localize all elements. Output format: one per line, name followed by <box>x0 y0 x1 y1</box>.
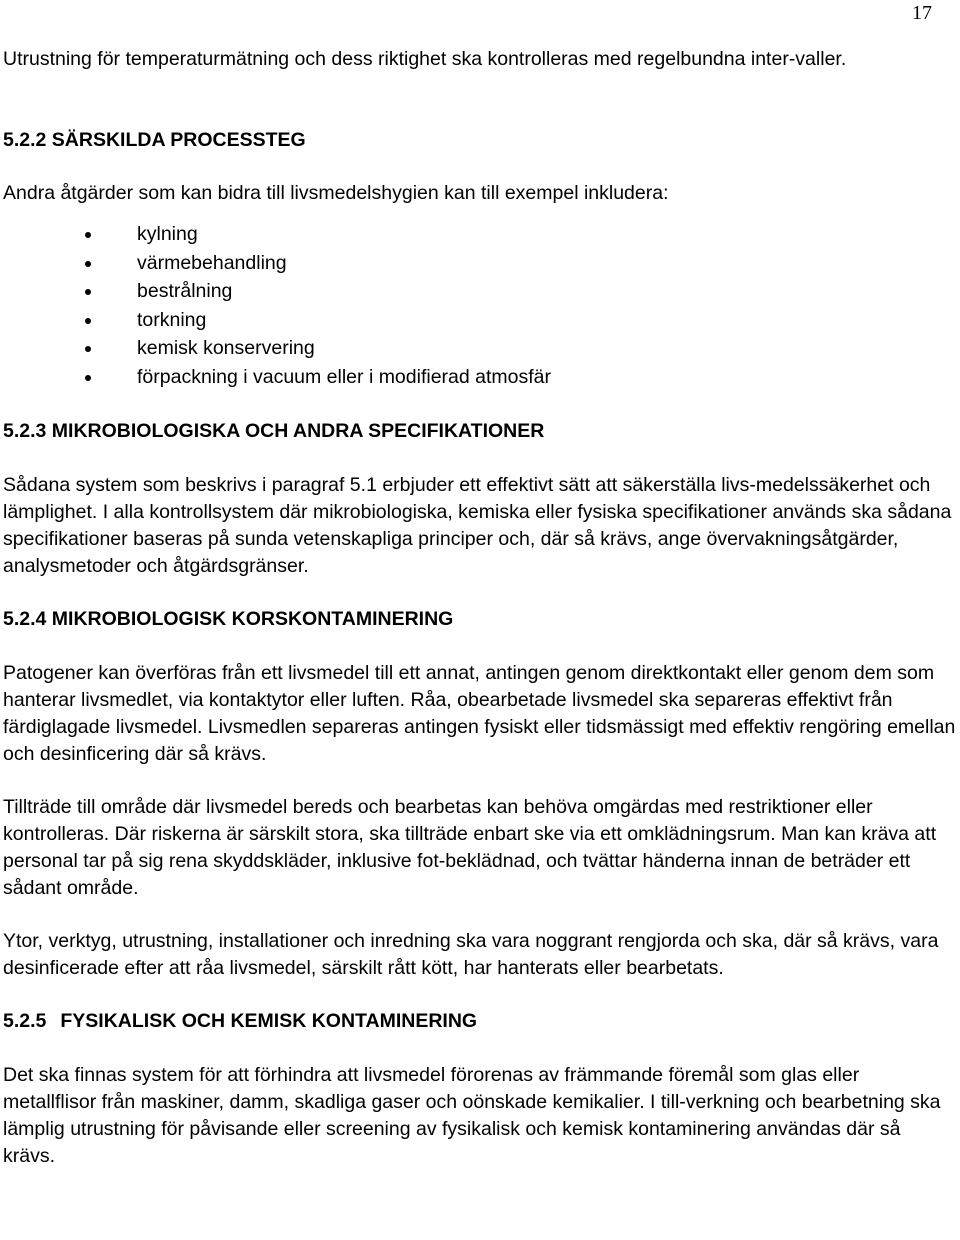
process-steps-list <box>3 220 957 391</box>
list-item <box>3 306 957 335</box>
section-5-2-3-paragraph: Sådana system som beskrivs i paragraf 5.1 erbjuder ett effektivt sätt att säkerställa livs-medelssäkerhet och lämplighet. I alla kontrollsystem där mikrobiologiska, kemiska eller fysiska specifikationer används ska sådana specifikationer baseras på sunda vetenskapliga principer och, där så krävs, ange övervakningsåtgärder, analysmetoder och åtgärdsgränser. <box>3 474 952 577</box>
list-item <box>3 277 957 306</box>
list-item-text: värmebehandling <box>137 251 287 274</box>
section-5-2-4-paragraph-1: Patogener kan överföras från ett livsmedel till ett annat, antingen genom direktkontakt eller genom dem som hanterar livsmedlet, via kontaktytor eller luften. Råa, obearbetade livsmedel ska separeras effektivt från färdiglagade livsmedel. Livsmedlen separeras antingen fysiskt eller tidsmässigt med effektiv rengöring emellan och desinficering där så krävs. <box>3 662 956 765</box>
bullet-icon <box>85 261 91 267</box>
list-item <box>3 334 957 363</box>
section-heading-5-2-3: 5.2.3 MIKROBIOLOGISKA OCH ANDRA SPECIFIKATIONER <box>3 420 545 442</box>
list-item <box>3 363 957 392</box>
bullet-icon <box>85 289 91 295</box>
bullet-icon <box>85 346 91 352</box>
section-heading-5-2-4: 5.2.4 MIKROBIOLOGISK KORSKONTAMINERING <box>3 608 454 630</box>
section-5-2-4-paragraph-2: Tillträde till område där livsmedel bereds och bearbetas kan behöva omgärdas med restriktioner eller kontrolleras. Där riskerna är särskilt stora, ska tillträde enbart ske via ett omklädningsrum. Man kan kräva att personal tar på sig rena skyddskläder, inklusive fot-beklädnad, och tvättar händerna innan de beträder ett sådant område. <box>3 796 937 899</box>
bullet-icon <box>85 375 91 381</box>
section-5-2-2-lead: Andra åtgärder som kan bidra till livsmedelshygien kan till exempel inkludera: <box>3 182 669 204</box>
list-item-text: förpackning i vacuum eller i modifierad atmosfär <box>137 365 552 388</box>
list-item-text: kemisk konservering <box>137 337 315 359</box>
intro-paragraph: Utrustning för temperaturmätning och dess riktighet ska kontrolleras med regelbundna inter-valler. <box>3 48 847 70</box>
section-heading-5-2-5 <box>3 1008 957 1035</box>
list-item <box>3 220 957 249</box>
bullet-icon <box>85 232 91 238</box>
section-heading-title: FYSIKALISK OCH KEMISK KONTAMINERING <box>60 1010 478 1032</box>
bullet-icon <box>85 318 91 324</box>
list-item <box>3 249 957 278</box>
section-5-2-4-paragraph-3: Ytor, verktyg, utrustning, installationer och inredning ska vara noggrant rengjorda och ska, där så krävs, vara desinficerade efter att råa livsmedel, särskilt rått kött, har hanterats eller bearbetats. <box>3 930 939 979</box>
document-body <box>3 46 957 1170</box>
section-5-2-5-paragraph: Det ska finnas system för att förhindra att livsmedel förorenas av främmande föremål som glas eller metallflisor från maskiner, damm, skadliga gaser och oönskade kemikalier. I till-verkning och bearbetning ska lämplig utrustning för påvisande eller screening av fysikalisk och kemisk kontaminering användas där så krävs. <box>3 1064 941 1167</box>
page-number: 17 <box>912 2 932 24</box>
section-heading-5-2-2: 5.2.2 SÄRSKILDA PROCESSTEG <box>3 129 306 151</box>
list-item-text: bestrålning <box>137 280 233 302</box>
list-item-text: torkning <box>137 308 207 331</box>
section-heading-number: 5.2.5 <box>3 1010 47 1032</box>
list-item-text: kylning <box>137 223 198 245</box>
